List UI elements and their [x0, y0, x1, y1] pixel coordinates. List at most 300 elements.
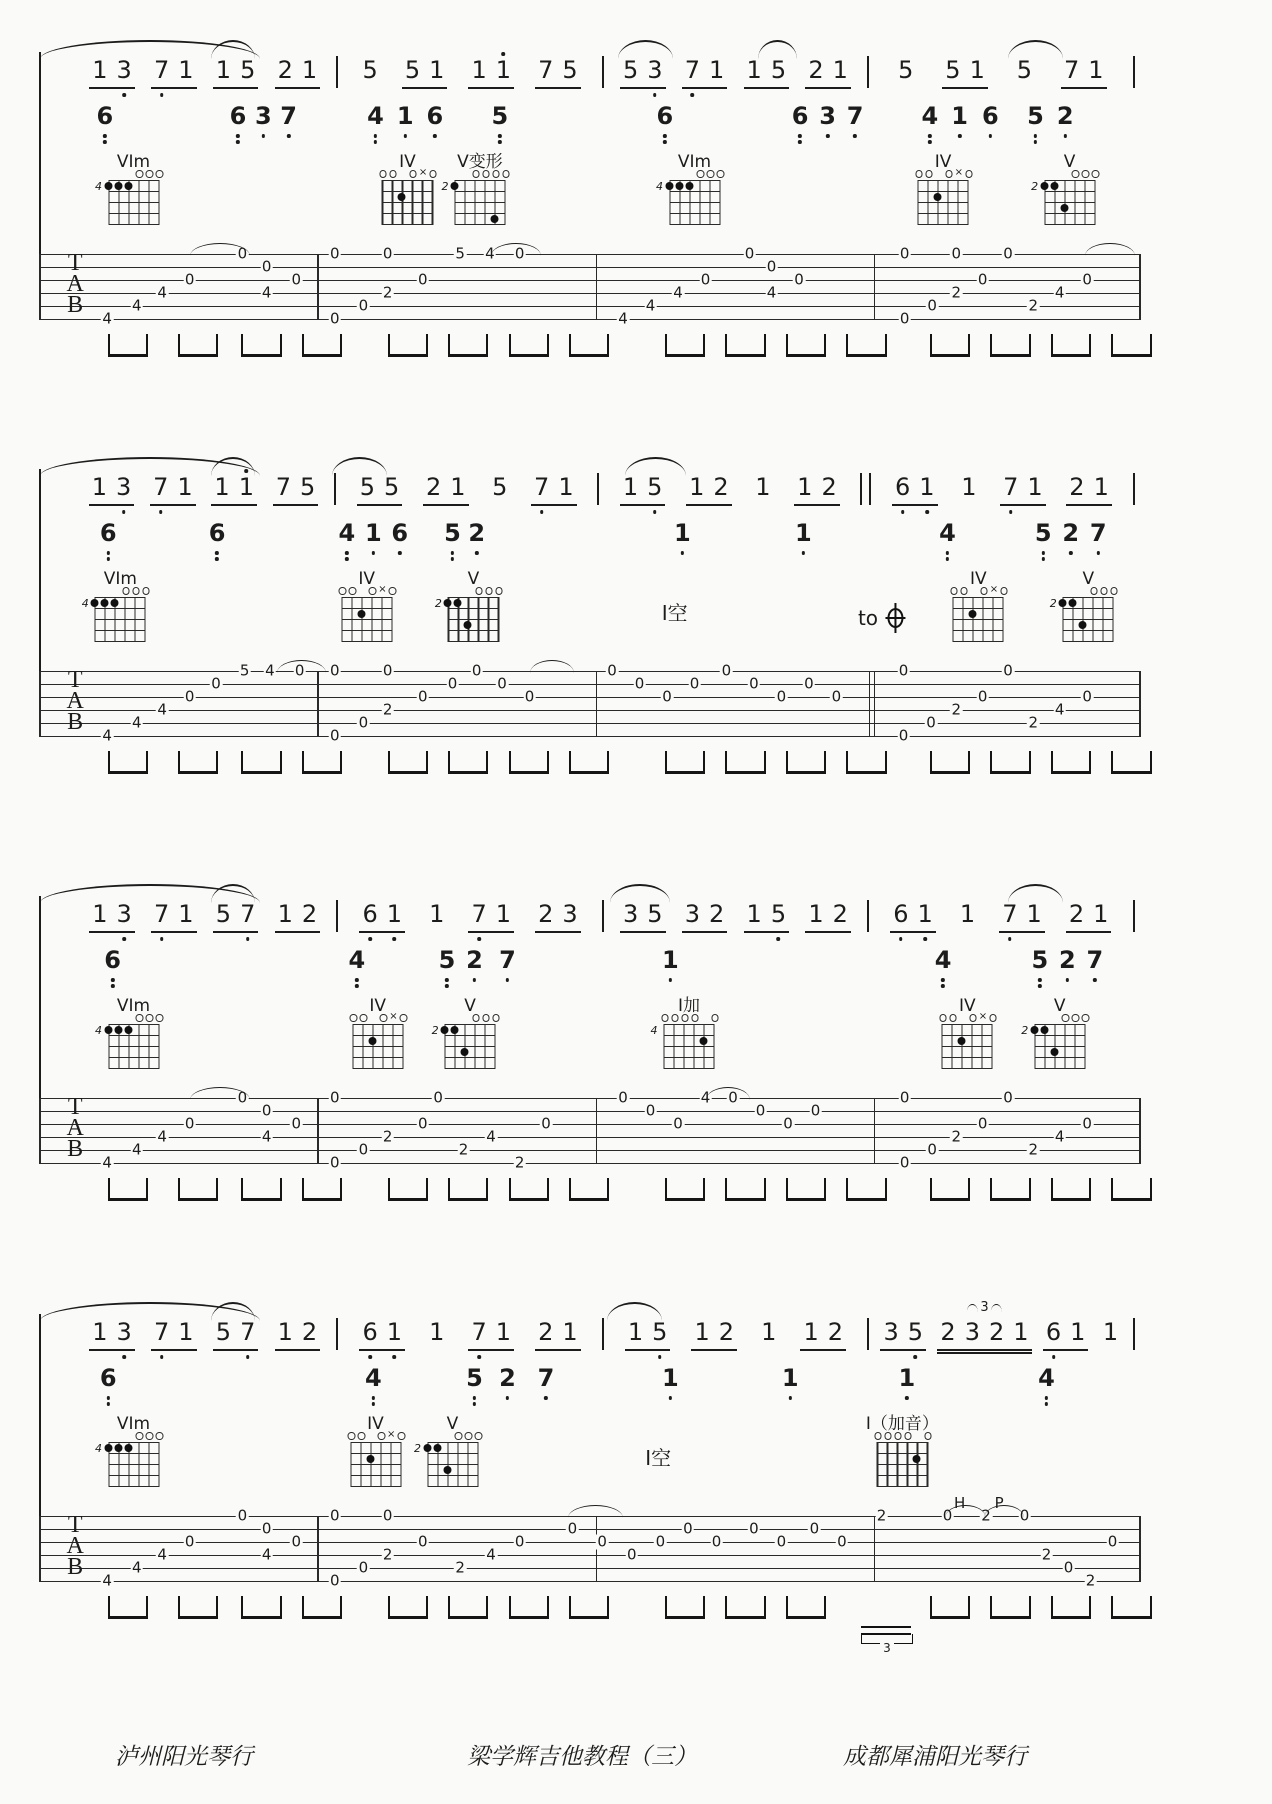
- tab-number: 5: [455, 244, 465, 263]
- diagram-fret-line: [664, 1046, 715, 1047]
- finger-dot: [104, 182, 112, 190]
- chord-label: V: [1082, 569, 1095, 589]
- diagram-fret-line: [382, 202, 433, 203]
- tab-number: 0: [261, 1519, 272, 1538]
- octave-dots-low: [653, 510, 657, 514]
- chord-label: I空: [645, 1446, 672, 1470]
- octave-dots-low: [403, 134, 407, 138]
- open-string-mark: [455, 1432, 463, 1440]
- open-string-mark: [989, 1014, 997, 1022]
- open-string-mark: [472, 170, 480, 178]
- diagram-fret-line: [341, 641, 392, 642]
- bass-note: 7: [499, 948, 516, 972]
- diagram-fret-line: [1044, 191, 1095, 192]
- jianpu-note: 7: [1003, 475, 1018, 500]
- tab-number: 2: [981, 1506, 991, 1525]
- bass-note: 6: [656, 104, 673, 128]
- diagram-fret-line: [448, 608, 499, 609]
- jianpu-note: 1: [92, 1318, 108, 1346]
- tab-string-line: [40, 1581, 1140, 1582]
- tab-staff: [40, 244, 1140, 328]
- jianpu-note: 3: [117, 58, 132, 83]
- chord-label: VIm: [116, 152, 151, 172]
- jianpu-note: 6: [895, 475, 910, 500]
- melody-bar: [73, 58, 336, 89]
- diagram-fret-line: [350, 1442, 401, 1443]
- bass-note: 2: [468, 521, 485, 545]
- diagram-fret-line: [108, 1057, 159, 1058]
- jianpu-note: 1: [1093, 900, 1109, 928]
- open-string-mark: [894, 1432, 902, 1440]
- finger-dot: [423, 1444, 431, 1452]
- tab-barline: [39, 1516, 41, 1582]
- tab-slur: [277, 660, 327, 673]
- tab-number: 0: [184, 1532, 195, 1551]
- chord-diagram: [953, 584, 1004, 642]
- tab-barline: [39, 1098, 41, 1164]
- rhythm-bracket: [241, 334, 281, 357]
- note-group: [620, 902, 666, 933]
- tab-number: 0: [1003, 661, 1013, 680]
- melody-bar: [869, 1300, 1132, 1351]
- note-group: [691, 1320, 737, 1351]
- system-1: [40, 38, 1140, 383]
- open-string-mark: [485, 587, 493, 595]
- tab-number: 0: [447, 674, 458, 693]
- note-group: [535, 902, 581, 933]
- diagram-fret-line: [445, 1024, 496, 1025]
- open-string-mark: [136, 1014, 144, 1022]
- jianpu-note: 1: [917, 902, 932, 927]
- note-group: [1014, 58, 1035, 87]
- tab-string-line: [40, 671, 1140, 672]
- rhythm-bracket: [509, 1178, 549, 1201]
- octave-dot-high: [245, 469, 249, 473]
- note-group: [758, 1320, 779, 1349]
- tab-number: 0: [514, 244, 525, 263]
- chord-label: VIm: [103, 569, 137, 589]
- tab-number: 0: [899, 244, 910, 263]
- tab-string-line: [40, 1542, 1140, 1543]
- diagram-fret-line: [445, 1057, 496, 1058]
- diagram-fret-line: [448, 619, 499, 620]
- coda-icon: [885, 603, 905, 633]
- rhythm-bracket: [178, 751, 218, 774]
- diagram-fret-line: [108, 1068, 159, 1069]
- open-string-mark: [146, 170, 154, 178]
- tab-string-line: [40, 306, 1140, 307]
- diagram-fret-line: [108, 224, 159, 225]
- open-string-mark: [697, 170, 705, 178]
- tab-number: 4: [157, 283, 167, 302]
- note-group: [1061, 58, 1107, 89]
- octave-dots-low: [371, 551, 375, 555]
- finger-dot: [1069, 599, 1077, 607]
- tab-letter: T: [67, 1512, 83, 1538]
- chord: [953, 571, 1004, 642]
- tab-number: 0: [655, 1532, 666, 1551]
- open-string-mark: [949, 1014, 957, 1022]
- tab-number: 2: [458, 1140, 469, 1159]
- melody-row: [73, 902, 1135, 944]
- octave-dots-low: [103, 134, 107, 144]
- finger-dot: [114, 1026, 122, 1034]
- chord-diagram: [1031, 180, 1095, 225]
- bass-note: 1: [898, 1366, 915, 1390]
- open-string-mark: [492, 170, 500, 178]
- diagram-fret-line: [1063, 619, 1114, 620]
- tab-number: 2: [514, 1153, 525, 1172]
- octave-dots-low: [1041, 551, 1045, 561]
- note-group: [892, 475, 938, 506]
- tab-number: 0: [358, 296, 369, 315]
- tab-number: 0: [721, 661, 732, 680]
- chord-diagram: [95, 1024, 159, 1069]
- bass-note: 2: [499, 1366, 516, 1390]
- tab-number: 0: [1082, 1114, 1092, 1133]
- finger-dot: [124, 1444, 132, 1452]
- tab-number: 0: [418, 1114, 428, 1133]
- jianpu-note: 7: [471, 1320, 486, 1345]
- note-group: [359, 1320, 405, 1351]
- open-string-mark: [398, 1432, 406, 1440]
- open-string-mark: [884, 1432, 892, 1440]
- tab-letter: T: [67, 667, 83, 693]
- diagram-fret-line: [108, 180, 159, 181]
- annotation-h: H: [953, 1494, 966, 1512]
- system-4: [40, 1300, 1140, 1655]
- octave-dots-low: [668, 978, 672, 982]
- open-string-mark: [482, 170, 490, 178]
- bass-note: 4: [365, 1366, 382, 1390]
- jianpu-note: 7: [1002, 902, 1017, 927]
- rhythm-bracket: [990, 1596, 1030, 1619]
- open-string-mark: [156, 1014, 164, 1022]
- jianpu-note: 5: [647, 475, 662, 500]
- jianpu-note: 1: [471, 56, 487, 84]
- diagram-fret-line: [108, 1486, 159, 1487]
- jianpu-note: 1: [1013, 1318, 1029, 1346]
- jianpu-note: 3: [116, 475, 131, 500]
- melody-barline: [1133, 1318, 1135, 1350]
- tab-number: 0: [358, 713, 369, 732]
- open-string-mark: [465, 1432, 473, 1440]
- rhythm-bracket: [448, 334, 488, 357]
- tab-number: 0: [618, 1088, 628, 1107]
- tab-number: 0: [749, 1519, 759, 1538]
- open-string-mark: [360, 1014, 368, 1022]
- jianpu-note: 1: [746, 900, 762, 928]
- open-string-mark: [482, 1014, 490, 1022]
- chord-diagram: [350, 1429, 401, 1487]
- tab-letter: B: [67, 1554, 84, 1580]
- open-string-mark: [409, 170, 417, 178]
- tab-barline: [596, 1098, 598, 1164]
- octave-dots-low: [287, 134, 291, 138]
- tab-letter: A: [66, 271, 84, 297]
- rhythm-bracket: [569, 1596, 609, 1619]
- octave-dots-low: [826, 134, 830, 138]
- diagram-fret-line: [1063, 608, 1114, 609]
- octave-dots-low: [498, 134, 502, 144]
- tab-letter: A: [66, 1533, 84, 1559]
- note-group: [800, 1320, 846, 1351]
- jianpu-note: 1: [277, 1318, 293, 1346]
- octave-dots-low: [371, 1396, 375, 1406]
- note-group: [213, 902, 259, 933]
- diagram-fret-line: [953, 641, 1004, 642]
- diagram-fret-line: [352, 1024, 403, 1025]
- jianpu-note: 1: [832, 56, 848, 84]
- tab-number: 4: [102, 309, 112, 328]
- open-string-mark: [348, 1432, 356, 1440]
- jianpu-note: 1: [797, 473, 813, 501]
- tab-number: 0: [1063, 1558, 1074, 1577]
- octave-dots-low: [451, 551, 455, 561]
- tab-number: 4: [132, 1558, 142, 1577]
- footer: [0, 1738, 1272, 1778]
- chord-diagram: [1021, 1024, 1085, 1069]
- jianpu-note: 1: [495, 900, 512, 928]
- note-group: [359, 58, 380, 87]
- finger-dot: [104, 1444, 112, 1452]
- tab-number: 0: [607, 661, 617, 680]
- score: [40, 0, 1140, 1700]
- octave-dots-low: [368, 937, 372, 941]
- rhythm-bracket: [569, 1178, 609, 1201]
- jianpu-note: 2: [713, 473, 729, 501]
- tab-number: 0: [755, 1101, 766, 1120]
- octave-dots-low: [261, 134, 265, 138]
- octave-dots-low: [473, 1396, 477, 1406]
- note-group: [213, 58, 259, 89]
- rhythm-bracket: [108, 751, 148, 774]
- chord-label: V: [467, 569, 480, 589]
- jianpu-note: 1: [627, 1318, 644, 1346]
- jianpu-note: 5: [384, 473, 400, 501]
- fret-position-number: 4: [95, 180, 102, 193]
- bass-note: 1: [397, 104, 414, 128]
- open-string-mark: [389, 587, 397, 595]
- fret-position-number: 2: [431, 1024, 439, 1037]
- jianpu-note: 1: [495, 1318, 512, 1346]
- octave-dots-low: [111, 978, 115, 988]
- finger-dot: [1079, 621, 1087, 629]
- note-group: [1066, 902, 1112, 933]
- tab-number: 0: [728, 1088, 738, 1107]
- open-string-mark: [1100, 587, 1108, 595]
- octave-dots-low: [1063, 134, 1067, 138]
- rhythm-bracket: [1111, 334, 1151, 357]
- octave-dots-low: [393, 937, 397, 941]
- tab-string-line: [40, 280, 1140, 281]
- octave-dots-low: [106, 551, 110, 561]
- jianpu-note: 2: [821, 473, 837, 501]
- chord-diagram: [414, 1442, 478, 1487]
- tab-number: 0: [237, 244, 248, 263]
- tab-barline: [596, 254, 598, 320]
- bass-note: 5: [1032, 948, 1049, 972]
- tab-string-line: [40, 267, 1140, 268]
- chord: [656, 152, 720, 225]
- diagram-fret-line: [108, 1035, 159, 1036]
- octave-dots-low: [215, 551, 219, 561]
- tab-number: 0: [237, 1088, 248, 1107]
- jianpu-note: 7: [240, 1320, 255, 1345]
- tab-number: 4: [1054, 283, 1065, 302]
- diagram-fret-line: [95, 597, 146, 598]
- diagram-fret-line: [350, 1486, 401, 1487]
- jianpu-note: 1: [301, 56, 318, 84]
- fret-position-number: 2: [414, 1442, 421, 1455]
- octave-dots-low: [989, 134, 993, 138]
- octave-dots-low: [122, 937, 126, 941]
- jianpu-note: 7: [154, 1320, 169, 1345]
- jianpu-note: 1: [387, 1320, 402, 1345]
- tab-barline: [874, 1516, 876, 1582]
- note-group: [213, 1320, 259, 1351]
- tab-number: 0: [330, 244, 340, 263]
- octave-dots-low: [236, 134, 240, 144]
- octave-dots-low: [398, 551, 402, 555]
- diagram-fret-line: [455, 180, 506, 181]
- jianpu-note: 2: [301, 1318, 318, 1346]
- tab-number: 2: [951, 283, 962, 302]
- open-string-mark: [950, 587, 958, 595]
- rhythm-bracket: [786, 334, 826, 357]
- rhythm-bracket: [178, 1596, 218, 1619]
- diagram-fret-line: [953, 630, 1004, 631]
- diagram-fret-line: [877, 1486, 928, 1487]
- open-string-mark: [339, 587, 347, 595]
- tab-number: 0: [898, 661, 909, 680]
- tab-number: 0: [382, 244, 393, 263]
- tab-number: 4: [261, 1127, 272, 1146]
- finger-dot: [1030, 1026, 1038, 1034]
- tab-number: 2: [382, 1545, 393, 1564]
- fret-position-number: 2: [1021, 1024, 1029, 1037]
- tab-barline: [1139, 254, 1141, 320]
- open-string-mark: [1090, 587, 1098, 595]
- note-group: [535, 58, 581, 89]
- diagram-fret-line: [1034, 1024, 1085, 1025]
- octave-dots-low: [159, 510, 163, 514]
- note-group: [468, 1320, 514, 1351]
- jianpu-note: 2: [988, 1318, 1005, 1346]
- jianpu-note: 5: [300, 473, 316, 501]
- rhythm-bracket: [665, 334, 705, 357]
- jianpu-note: 1: [919, 475, 934, 500]
- tab-staff: [40, 1506, 1140, 1590]
- tab-number: 0: [514, 1532, 525, 1551]
- rhythm-bracket: [569, 751, 609, 774]
- melody-barline: [1133, 56, 1135, 88]
- octave-dots-low: [658, 1355, 662, 1359]
- jianpu-note: 2: [1069, 473, 1085, 501]
- tab-number: 4: [645, 296, 656, 315]
- tab-number: 0: [627, 1545, 637, 1564]
- jianpu-note: 1: [178, 1318, 194, 1346]
- jianpu-note: 2: [940, 1318, 956, 1346]
- note-group: [958, 475, 979, 504]
- tab-number: 2: [1028, 1140, 1039, 1159]
- chord-diagram: [434, 597, 499, 642]
- bass-note: 6: [230, 104, 247, 128]
- tab-letter: T: [67, 1094, 83, 1120]
- chord-diagram: [877, 1442, 928, 1487]
- tab-number: 0: [211, 674, 221, 693]
- fret-position-number: 4: [650, 1024, 658, 1037]
- chord: [95, 996, 159, 1069]
- open-string-mark: [925, 170, 933, 178]
- jianpu-note: 1: [215, 56, 232, 84]
- diagram-fret-line: [455, 224, 506, 225]
- note-group: [895, 58, 916, 87]
- melody-bar: [871, 475, 1132, 506]
- bass-note: 1: [674, 521, 691, 545]
- open-string-mark: [429, 170, 437, 178]
- tab-number: 0: [810, 1101, 821, 1120]
- jianpu-note: 1: [429, 56, 445, 84]
- diagram-fret-line: [664, 1057, 715, 1058]
- rhythm-bracket: [1111, 1178, 1151, 1201]
- bass-note: 7: [538, 1366, 555, 1390]
- diagram-fret-line: [108, 1464, 159, 1465]
- tab-number: 0: [597, 1532, 607, 1551]
- rhythm-bracket: [1051, 1596, 1091, 1619]
- tab-letter: A: [66, 1115, 84, 1141]
- melody-bar: [604, 902, 867, 933]
- muted-string-mark: ×: [387, 1429, 396, 1440]
- octave-dots-low: [958, 134, 962, 138]
- double-underline: [937, 1352, 1031, 1354]
- melody-bar: [869, 58, 1132, 89]
- tab-number: 0: [418, 1532, 428, 1551]
- diagram-fret-line: [918, 180, 969, 181]
- fret-position-number: 4: [95, 1024, 102, 1037]
- note-group: [402, 58, 448, 89]
- tab-string-line: [40, 293, 1140, 294]
- tab-barline: [317, 671, 319, 737]
- diagram-fret-line: [108, 1046, 159, 1047]
- tab-slur: [568, 1505, 623, 1518]
- diagram-fret-line: [664, 1024, 715, 1025]
- tab-number: 0: [776, 1532, 787, 1551]
- rhythm-bracket: [108, 334, 148, 357]
- bass-note: 7: [1087, 948, 1104, 972]
- note-group: [89, 475, 135, 506]
- tab-number: 0: [977, 687, 988, 706]
- tab-number: 0: [184, 1114, 195, 1133]
- diagram-fret-line: [1063, 597, 1114, 598]
- tab-staff: [40, 1088, 1140, 1172]
- tab-number: 0: [1082, 270, 1092, 289]
- tab-number: 0: [927, 1140, 937, 1159]
- octave-dots-low: [475, 551, 479, 555]
- tab-number: 0: [497, 674, 507, 693]
- chord-label: V: [446, 1414, 459, 1434]
- chord-label: I空: [661, 601, 688, 625]
- melody-barline: [1133, 900, 1135, 932]
- finger-dot: [357, 610, 365, 618]
- melody-bar: [338, 1320, 601, 1351]
- chord-diagram: [650, 1024, 715, 1069]
- diagram-fret-line: [942, 1024, 993, 1025]
- tab-number: 0: [837, 1532, 847, 1551]
- tab-number: 4: [102, 1153, 112, 1172]
- diagram-fret-line: [942, 1068, 993, 1069]
- octave-dots-low: [905, 1396, 909, 1400]
